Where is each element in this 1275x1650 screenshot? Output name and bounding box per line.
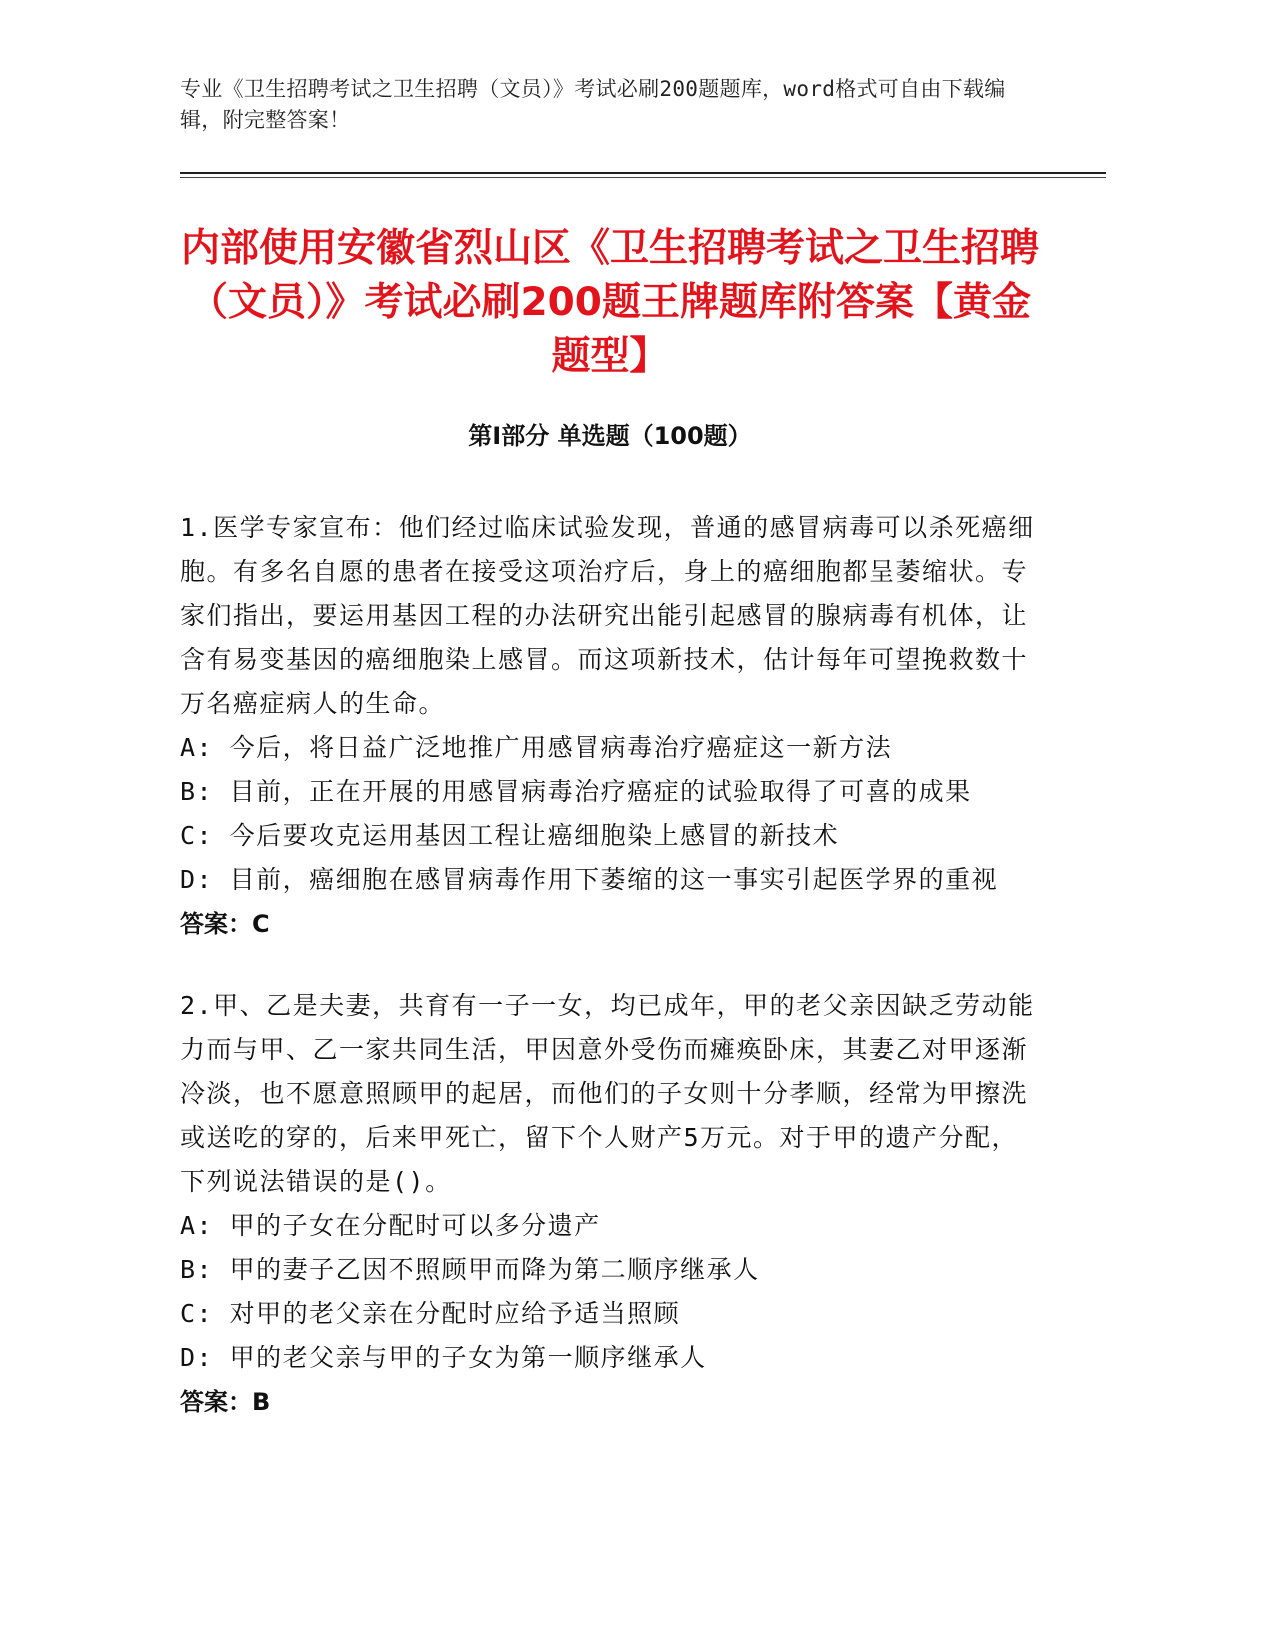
question-1 bbox=[180, 506, 1040, 946]
option-b: B: 甲的妻子乙因不照顾甲而降为第二顺序继承人 bbox=[180, 1255, 760, 1284]
option-c: C: 今后要攻克运用基因工程让癌细胞染上感冒的新技术 bbox=[180, 821, 840, 850]
question-stem: 1.医学专家宣布：他们经过临床试验发现，普通的感冒病毒可以杀死癌细胞。有多名自愿的患者在接受这项治疗后，身上的癌细胞都呈萎缩状。专家们指出，要运用基因工程的办法研究出能引起感冒的腺病毒有机体，让含有易变基因的癌细胞染上感冒。而这项新技术，估计每年可望挽救数十万名癌症病人的生命。 bbox=[180, 513, 1035, 718]
option-a: A: 今后，将日益广泛地推广用感冒病毒治疗癌症这一新方法 bbox=[180, 733, 893, 762]
option-a: A: 甲的子女在分配时可以多分遗产 bbox=[180, 1211, 601, 1240]
section-title: 第Ⅰ部分 单选题（100题） bbox=[468, 422, 752, 450]
header-note: 专业《卫生招聘考试之卫生招聘（文员）》考试必刷200题题库，word格式可自由下载编辑，附完整答案！ bbox=[180, 77, 1006, 132]
header-divider bbox=[180, 172, 1106, 174]
header-divider-thin bbox=[180, 177, 1106, 178]
document-title: 内部使用安徽省烈山区《卫生招聘考试之卫生招聘（文员）》考试必刷200题王牌题库附答案【黄金题型】 bbox=[180, 226, 1039, 379]
option-c: C: 对甲的老父亲在分配时应给予适当照顾 bbox=[180, 1299, 681, 1328]
answer-label: 答案：B bbox=[180, 1388, 271, 1416]
option-b: B: 目前，正在开展的用感冒病毒治疗癌症的试验取得了可喜的成果 bbox=[180, 777, 972, 806]
question-2 bbox=[180, 984, 1040, 1424]
answer-label: 答案：C bbox=[180, 910, 270, 938]
question-stem: 2.甲、乙是夫妻，共育有一子一女，均已成年，甲的老父亲因缺乏劳动能力而与甲、乙一家共同生活，甲因意外受伤而瘫痪卧床，其妻乙对甲逐渐冷淡，也不愿意照顾甲的起居，而他们的子女则十分孝顺，经常为甲擦洗或送吃的穿的，后来甲死亡，留下个人财产5万元。对于甲的遗产分配，下列说法错误的是()。 bbox=[180, 991, 1035, 1196]
option-d: D: 目前，癌细胞在感冒病毒作用下萎缩的这一事实引起医学界的重视 bbox=[180, 865, 999, 894]
option-d: D: 甲的老父亲与甲的子女为第一顺序继承人 bbox=[180, 1343, 707, 1372]
